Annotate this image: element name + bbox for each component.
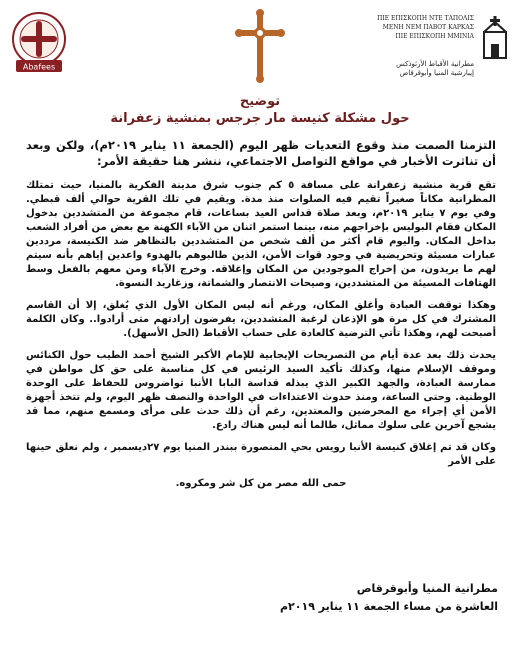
statement-body xyxy=(26,138,496,499)
ornate-coptic-cross-icon xyxy=(232,6,288,86)
letterhead xyxy=(0,0,520,100)
paragraph: يحدث ذلك بعد عدة أيام من التصريحات الإيجابية للإمام الأكبر الشيخ أحمد الطيب حول الكنائس وموقف الإسلام منها، وكذلك تأكيد السيد الرئيس في كل مناسبة على حق كل مواطن في ممارسة العبادة، والجهد الكبير الذي يبذله قداسة البابا الأنبا تواضروس للحفاظ على الوحدة الوطنية. وحتى الساعة، ومنذ حدوث الاعتداءات في الواحدة والنصف ظهر اليوم، ولم تتخذ أجهزة الأمن أي إجراء مع المحرضين والمعتدين، رغم أن ذلك حدث على مرأى ومسمع منهم، مما قد يشجع آخرين على سلوك مماثل، طالما أنه ليس هناك رادع. xyxy=(26,350,496,431)
signature-date: العاشرة من مساء الجمعة ١١ يناير ٢٠١٩م xyxy=(279,600,498,613)
document-titles xyxy=(0,94,520,128)
diocese-emblem xyxy=(362,12,512,82)
signature-block xyxy=(250,580,498,616)
logo-label: Abafees xyxy=(22,62,56,72)
paragraph: وكان قد تم إغلاق كنيسة الأنبا رويس بحي المنصورة ببندر المنيا يوم ٢٧ديسمبر ، ولم نعلق حينها على الأمر xyxy=(26,442,496,467)
paragraph: وهكذا توقفت العبادة وأغلق المكان، ورغم أنه ليس المكان الأول الذي يُغلق، إلا أن القاسم المشترك في كل مرة هو الإذعان لرغبة المتشددين، يفرضون إرادتهم متى أرادوا.. وكان الكلمة أصبحت لهم، وهكذا تأتي الترضية كالعادة على حساب الأقباط (الحل الأسهل). xyxy=(26,300,496,339)
church-emblem-icon xyxy=(478,16,512,60)
coptic-cross-seal-icon xyxy=(10,12,68,74)
intro-paragraph: التزمنا الصمت منذ وقوع التعديات ظهر اليوم (الجمعة ١١ يناير ٢٠١٩م)، ولكن وبعد أن تناثرت الأخبار في مواقع التواصل الاجتماعي، ننشر هنا حقيقة الأمر: xyxy=(26,138,496,168)
document-heading: توضيح xyxy=(239,94,281,109)
closing-prayer: حمى الله مصر من كل شر ومكروه. xyxy=(175,478,347,489)
emblem-coptic-text: ΠΙΕ ΕΠΙΣΚΟΠΗ ΝΤΕ ΤΑΠΟΛΙΣ ΜΕΝΗ ΝΕΜ ΠΑΒΟΤ ΚΑΡΚΑΣ ΠΙΕ ΕΠΙΣΚΟΠΗ ΜΜΙΝΙΑ xyxy=(377,15,474,40)
signature-issuer: مطرانية المنيا وأبوقرقاص xyxy=(356,582,498,595)
paragraph: تقع قرية منشية زعفرانة على مسافة ٥ كم جنوب شرق مدينة الفكرية بالمنيا، حيث تمتلك المطرانية مكاناً صغيراً تقيم فيه الصلوات منذ مدة. ويقيم في تلك القرية حوالي ألف قبطي. وفي يوم ٧ يناير ٢٠١٩م، وبعد صلاة قداس العيد بساعات، قام مجموعة من المتشددين بدخول المكان فقام البوليس بإخراجهم منه، بينما استمر اثنان من الآباء الكهنة مع بعض من أفراد الشعب بداخل المكان. واليوم قام أكثر من ألف شخص من المتشددين بالتظاهر ضد الكنيسة، مرددين عبارات مسيئة وتحريضية في وجود قوات الأمن، الذين طالبوهم بالهدوء واعدين إياهم بأنه سيتم لهم ما يريدون، من إخراج الموجودين من المكان وإغلاقه. وخرج الآباء ومن معهم بالفعل وسط الهتافات المسيئة من المتشددين، وصيحات الانتصار والشماتة، وزغاريد النسوة. xyxy=(26,180,496,289)
emblem-arabic-text: مطرانية الأقباط الأرثوذكس إيبارشية المنيا وأبوقرقاص xyxy=(396,60,474,77)
document-subheading: حول مشكلة كنيسة مار جرجس بمنشية زعفرانة xyxy=(110,111,410,126)
